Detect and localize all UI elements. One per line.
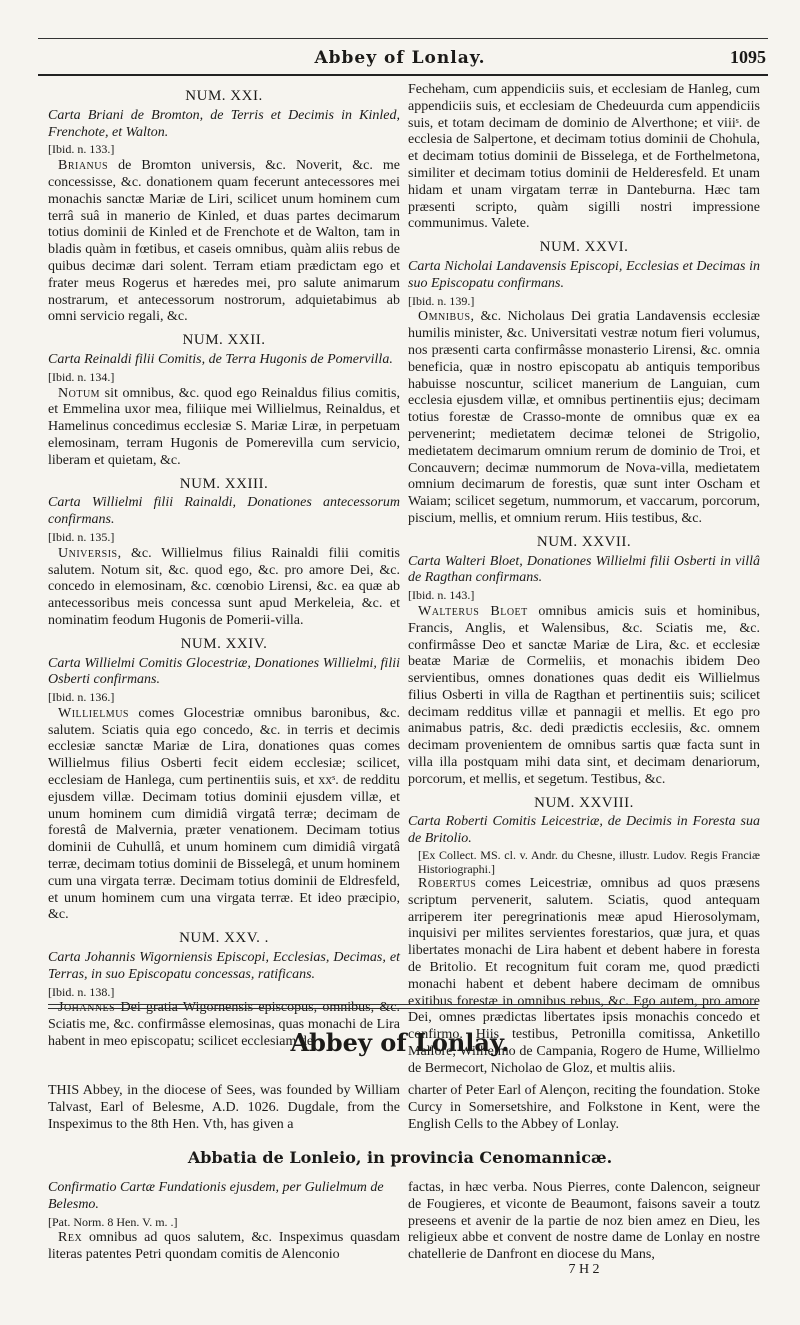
right-column: [408, 82, 760, 1078]
charter-text: Brianus de Bromton universis, &c. Noverit, &c. me concessisse, &c. donationem quam fecerunt antecessores mei monachis sanctæ Mariæ de Liri, scilicet unum hominem cum terrâ suâ in manerio de Kinled, et duas partes decimarum totius dominii de Kinled et de Frenchote et de Walton, tam in bladis quàm in fœtibus, et caseis omnibus, quàm aliis rebus de quibus decimæ dari solent. Terram etiam prædictam ego et frater meus Rogerus et hæredes mei, pro salute animarum nostrarum, et antecessorum nostrorum, adquietabimus ab omni servicio regali, &c.: [48, 158, 400, 325]
lead-word: Walterus Bloet: [418, 603, 528, 619]
charter-number: NUM. XXV. .: [179, 930, 269, 947]
charter-reference: [Ex Collect. MS. cl. v. Andr. du Chesne, illustr. Ludov. Regis Franciæ Historiographi.]: [418, 848, 760, 877]
charter-text: Universis, &c. Willielmus filius Rainaldi filii comitis salutem. Notum sit, &c. quod ego, &c. pro amore Dei, &c. concedo in elemosinam, &c. cœnobio Lirensi, &c. ea quæ ab antecessoribus meis concessa sunt apud Merkeleia, &c. et nominatim feodum Hugonis de Pomerii-villa.: [48, 545, 400, 628]
charter-title: Carta Walteri Bloet, Donationes Willielmi filii Osberti in villâ de Ragthan confirmans.: [408, 553, 760, 586]
page-number: 1095: [730, 47, 766, 67]
charter-reference: [Ibid. n. 136.]: [48, 690, 115, 705]
charter-number: NUM. XXII.: [182, 332, 266, 349]
charter-reference: [Ibid. n. 139.]: [408, 293, 475, 308]
lead-word: Universis: [58, 545, 118, 561]
lead-word: Willielmus: [58, 705, 129, 721]
charter-reference: [Pat. Norm. 8 Hen. V. m. .]: [48, 1214, 178, 1229]
header-rule: [38, 74, 768, 76]
charter-number: NUM. XXVII.: [536, 533, 632, 550]
charter-text: Omnibus, &c. Nicholaus Dei gratia Landavensis ecclesiæ humilis minister, &c. Universitati vestræ notum fieri volumus, nos præsenti carta confirmâsse monasterio Lirensi, &c. omnia beneficia, quæ in nostro episcopatu ab antiquis temporibus habuisse noscuntur, scilicet manerium de Languian, cum ecclesia ejusdem villæ, et omnibus pertinentiis ejus; decimam totius forestæ de Crasso-monte de omnibus quæ ex ea pervenerint; medietatem decimæ telonei de Strigolio, medietatem decimarum omnium rerum de dominio de Troi, et Concauvern; decimæ nummorum de Nova-villa, medietatem omnium decimarum de forestis, quæ sunt inter Oscham et Waiam; scilicet segetum, nummorum, et vaccarum, porcorum, piscium, mellis, et omnium rerum. Hiis testibus, &c.: [408, 309, 760, 526]
charter-text: Willielmus comes Glocestriæ omnibus baronibus, &c. salutem. Sciatis quia ego concedo, &c. in terris et decimis ecclesiæ sanctæ Mariæ de Lira, donationes quas comes Willielmus filius Osberti fecit eidem ecclesiæ; scilicet, ecclesiam de Hanlega, cum pertinentiis suis, et xxˢ. de redditu ejusdem villæ. Decimam totius dominii ejusdem villæ, et unum hominem cum dimidiâ virgatâ terræ; decimam de forestâ de Malvernia, præter venationem. Decimam totius dominii de Cuhullâ, et unum hominem cum dimidiâ virgatâ terræ, decimam totius dominii de Bisselegâ, et unum hominem cum una virgata terræ. Decimam totius dominii de Eldresfeld, et unum hominem cum una virgata terræ. Et ideo præcipio, &c.: [48, 705, 400, 923]
confirmatio-right: [408, 1180, 760, 1279]
charter-text: Notum sit omnibus, &c. quod ego Reinaldus filius comitis, et Emmelina uxor mea, filiique mei Willielmus, Reinaldus, et Hamelinus concedimus ecclesiæ S. Mariæ Liræ, in perpetuam elemosinam, terram Hugonis de Pomerevilla cum servicio, liberam et quietam, &c.: [48, 385, 400, 468]
charter-reference: [Ibid. n. 133.]: [48, 142, 115, 157]
charter-text: Johannes Dei gratia Wigornensis episcopus, omnibus, &c. Sciatis me, &c. confirmâsse elemosinas, quas monachi de Lira habent in meo episcopatu; scilicet ecclesiam de: [48, 1000, 400, 1050]
intro-left: THIS Abbey, in the diocese of Sees, was founded by William Talvast, Earl of Belesme, A.D. 1026. Dugdale, from the Inspeximus to the 8th Hen. Vth, has given a: [48, 1083, 400, 1132]
charter-number: NUM. XXVI.: [539, 239, 629, 256]
charter-number: NUM. XXVIII.: [534, 794, 634, 811]
charter-text: Rex omnibus ad quos salutem, &c. Inspeximus quasdam literas patentes Petri quondam comitis de Alenconio: [48, 1230, 400, 1263]
charter-title: Carta Reinaldi filii Comitis, de Terra Hugonis de Pomervilla.: [48, 351, 393, 367]
charter-number: NUM. XXIII.: [179, 475, 269, 492]
subsection-title: Abbatia de Lonleio, in provincia Cenomannicæ.: [187, 1148, 613, 1167]
charter-text: Walterus Bloet omnibus amicis suis et hominibus, Francis, Anglis, et Walensibus, &c. Sciatis me, &c. confirmâsse Deo et sanctæ Mariæ de Lira, &c. et ecclesiæ beatæ Mariæ de Cormeliis, et monachis ibidem Deo servientibus, omnes donationes quas dedit eis Willielmus filius Osberti in villa de Ragthan et pertinentiis suis; scilicet decimam redditus villæ et pannagii et mellis. Et ego pro animabus patris, &c. dedi prædictis ecclesiis, &c. omnem decimam provenientem de omnibus sartis quæ facta sunt in villa illa postquam mihi data sint, et decimam denariorum, porcorum, et mellis, et segetum. Testibus, &c.: [408, 603, 761, 787]
charter-title: Carta Roberti Comitis Leicestriæ, de Decimis in Foresta sua de Britolio.: [408, 814, 760, 847]
charter-number: NUM. XXIV.: [180, 635, 268, 652]
charter-title: Confirmatio Cartæ Fundationis ejusdem, per Gulielmum de Belesmo.: [48, 1180, 384, 1212]
lead-word: Rex: [58, 1230, 83, 1246]
lead-word: Omnibus: [418, 309, 471, 325]
signature-mark: 7 H 2: [568, 1261, 600, 1277]
charter-text: factas, in hæc verba. Nous Pierres, conte Dalencon, seigneur de Fougieres, et viconte de Beaumont, faisons saveir a toutz preseens et avenir de la partie de noz bien amez en Dieu, les religieux abbe et convent de nostre dame de Lonlay en nostre chatellerie de Danfront en diocese du Mans,: [408, 1180, 760, 1263]
running-title: Abbey of Lonlay.: [314, 48, 486, 68]
lead-word: Robertus: [418, 876, 477, 892]
charter-reference: [Ibid. n. 134.]: [48, 369, 115, 384]
section-rule: [48, 1008, 758, 1009]
lead-word: Brianus: [58, 158, 109, 174]
charter-title: Carta Willielmi Comitis Glocestriæ, Donationes Willielmi, filii Osberti confirmans.: [48, 655, 400, 688]
section-title: Abbey of Lonlay.: [290, 1028, 510, 1057]
charter-continuation: Fecheham, cum appendiciis suis, et ecclesiam de Hanleg, cum appendiciis suis, et ecclesiam de Chedeuurda cum appendiciis suis, et totam decimam de dominio de Alverthone; et viiiˢ. de ecclesia de Salpertone, et decimam totius dominii de Chohula, et decimam totius dominii de Bisselega, et de Forthelmetona, similiter et decimam totius dominii de Helderesfeld. Et unam hidam et unam virgatam terræ in Danteburna. Hæc tam præsenti scripto, quàm sigilli nostri impressione communimus. Valete.: [408, 82, 760, 232]
charter-reference: [Ibid. n. 135.]: [48, 529, 115, 544]
charter-title: Carta Nicholai Landavensis Episcopi, Ecclesias et Decimas in suo Episcopatu confirmans.: [408, 258, 760, 291]
confirmatio-left: [48, 1180, 400, 1264]
lead-word: Johannes: [58, 1000, 116, 1016]
header-rule-top: [38, 38, 768, 39]
charter-text: Robertus comes Leicestriæ, omnibus ad quos præsens scriptum pervenerit, salutem. Sciatis, quod antequam arriperem iter peregrinationis meæ apud Hierosolymam, inquisivi per milites servientes forestarios, quæ jura, et quas libertates monachi de Lira habent et debent habere in foresta de Britolio. Et recognitum fuit coram me, quod prædicti monachi habent et debent habere decimam de omnibus exitibus forestæ in omnibus rebus, &c. Ego autem, pro amore Dei, omnes prædictas libertates ipsis monachis concedo et confirmo. Hiis testibus, Petronilla comitissa, Anketillo Mallore, Willielmo de Campania, Rogero de Hume, Willielmo de Bermecort, Nicholao de Gloz, et multis aliis.: [408, 876, 760, 1076]
section-rule: [48, 1004, 758, 1005]
charter-number: NUM. XXI.: [185, 88, 263, 104]
charter-title: Carta Johannis Wigorniensis Episcopi, Ecclesias, Decimas, et Terras, in suo Episcopatu concessas, ratificans.: [48, 950, 400, 982]
charter-title: Carta Willielmi filii Rainaldi, Donationes antecessorum confirmans.: [48, 495, 400, 528]
charter-reference: [Ibid. n. 138.]: [48, 984, 115, 999]
intro-right: charter of Peter Earl of Alençon, reciting the foundation. Stoke Curcy in Somersetshire, and Folkstone in Kent, were the English Cells to the Abbey of Lonlay.: [408, 1083, 760, 1132]
left-column: [48, 82, 400, 1051]
charter-reference: [Ibid. n. 143.]: [408, 588, 475, 603]
lead-word: Notum: [58, 385, 101, 401]
charter-title: Carta Briani de Bromton, de Terris et Decimis in Kinled, Frenchote, et Walton.: [48, 107, 400, 140]
